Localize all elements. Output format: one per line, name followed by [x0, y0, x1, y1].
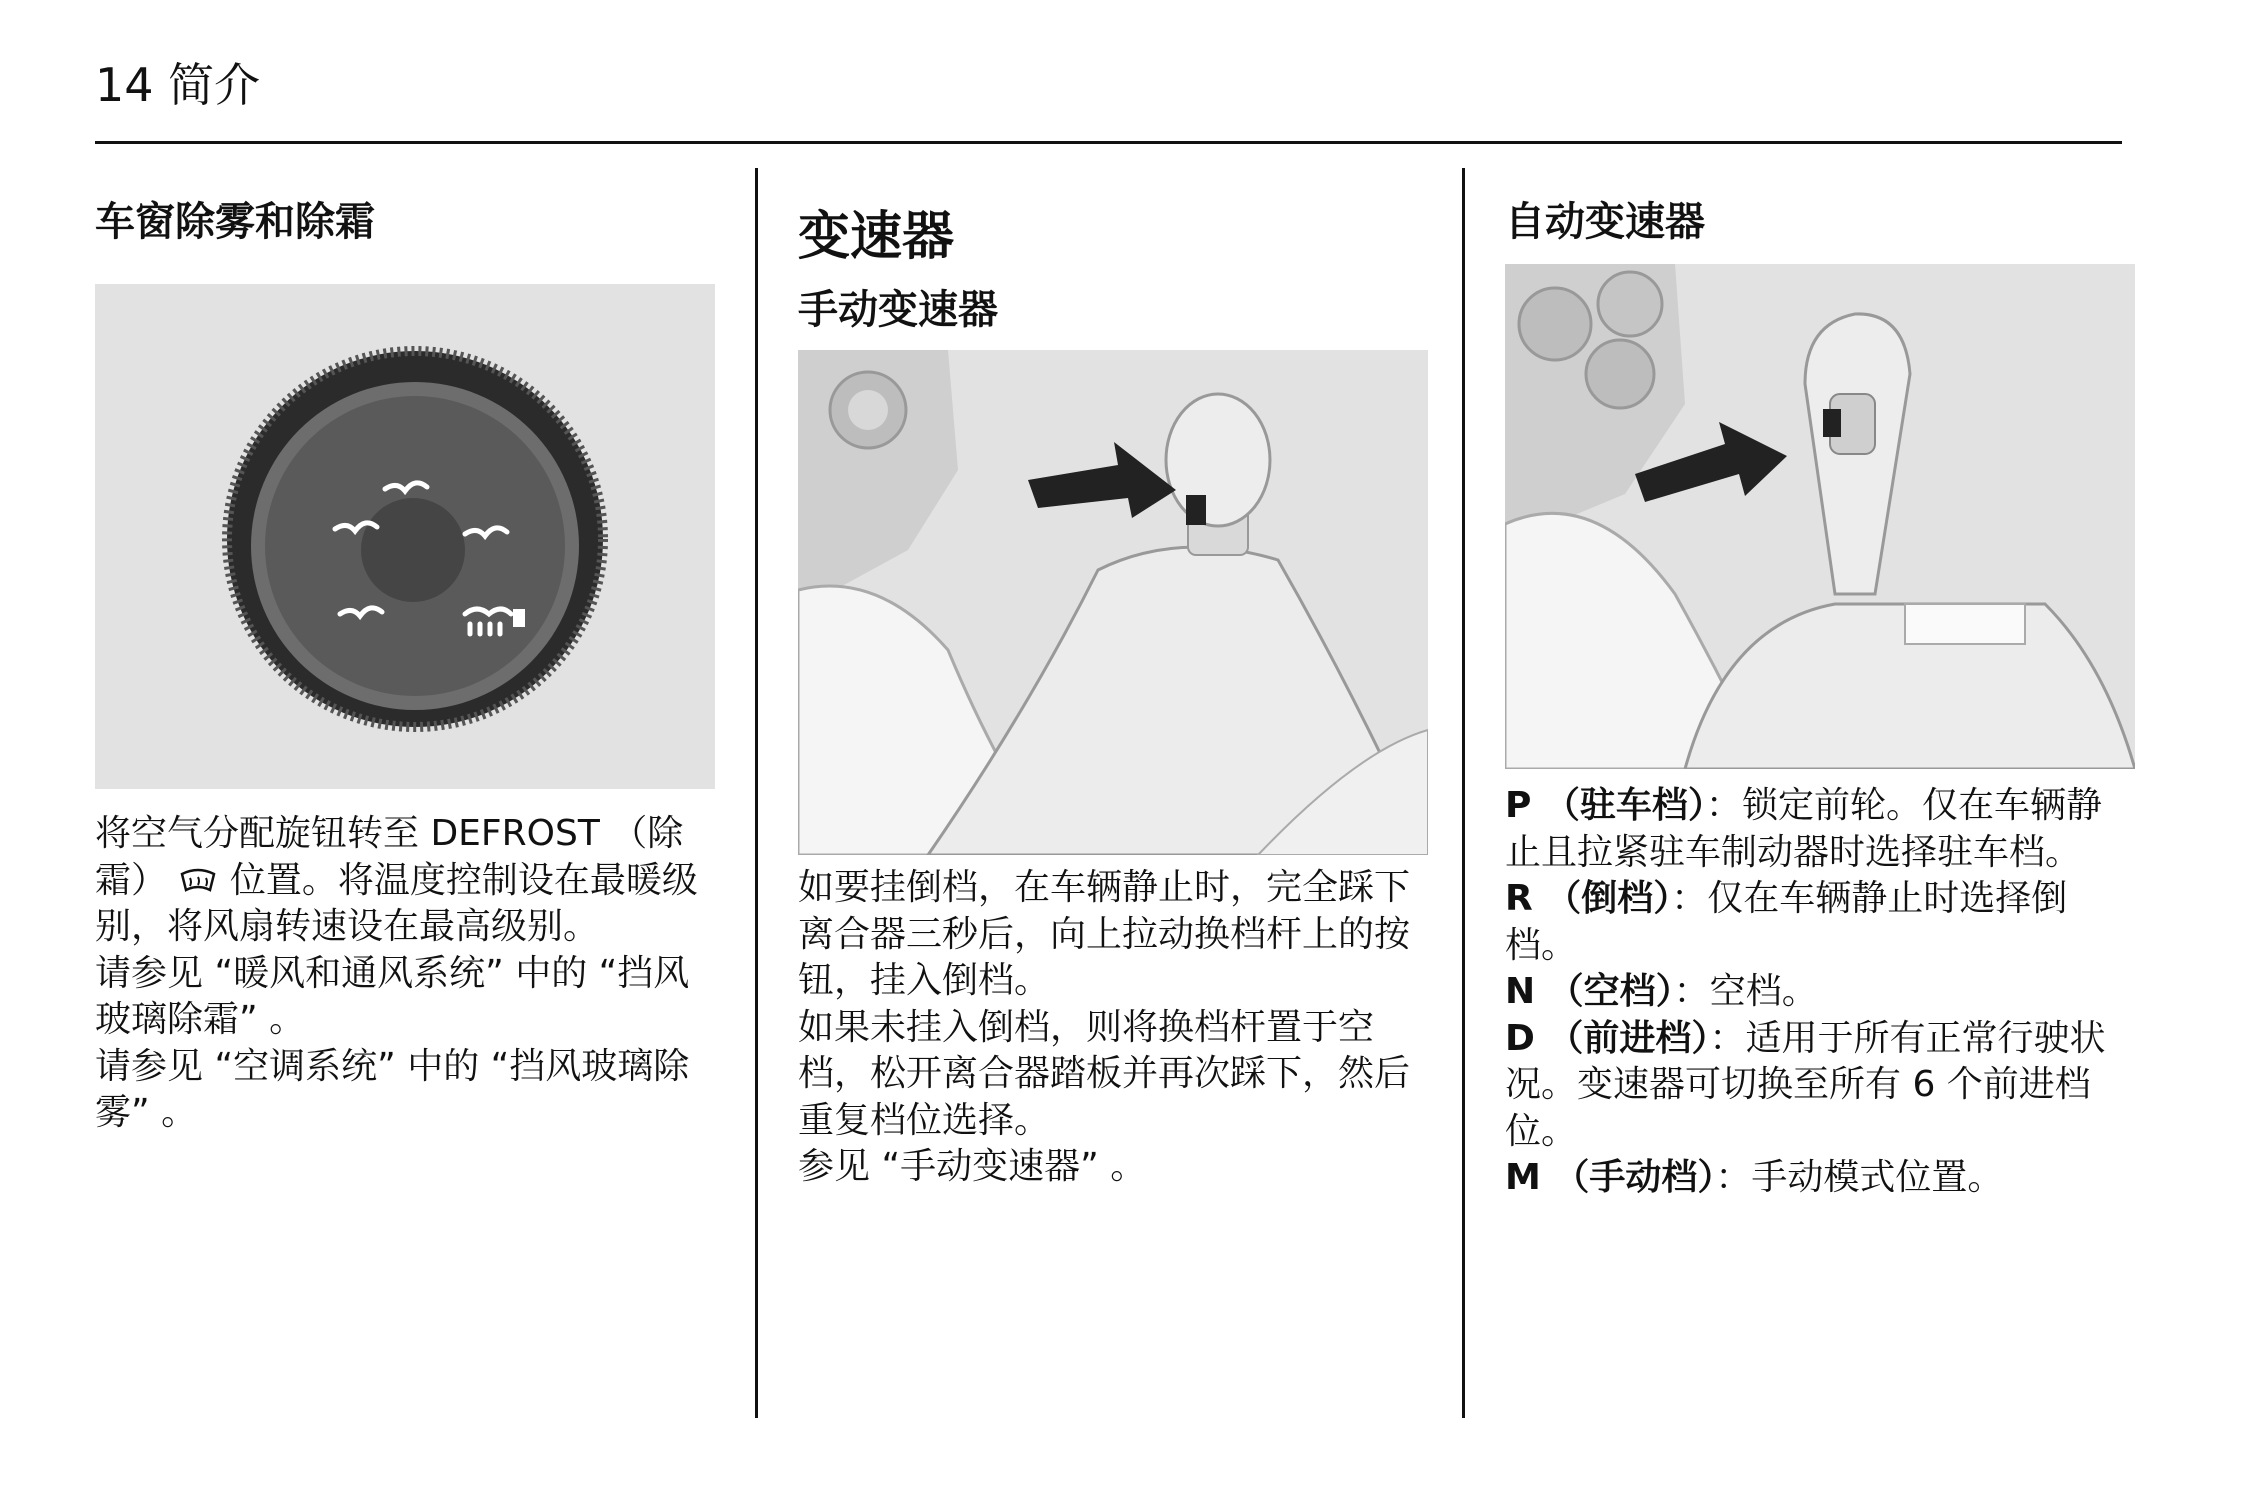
column-divider-2: [1462, 168, 1465, 1418]
defrost-knob-illustration: [95, 284, 715, 789]
column-automatic-transmission: [1505, 168, 2135, 1202]
gear-item-d: D （前进档）：适用于所有正常行驶状况。变速器可切换至所有 6 个前进档位。: [1505, 1017, 2106, 1152]
defrost-para-3: 请参见 “空调系统” 中的 “挡风玻璃除雾” 。: [95, 1045, 690, 1133]
gear-item-m: M （手动档）：手动模式位置。: [1505, 1157, 2004, 1198]
title-transmission: 变速器: [798, 207, 955, 267]
column-defrost: [95, 168, 715, 1137]
manual-shifter-illustration: [798, 350, 1428, 855]
gear-item-p: P （驻车档）：锁定前轮。仅在车辆静止且拉紧驻车制动器时选择驻车档。: [1505, 785, 2102, 873]
manual-para-2: 如果未挂入倒档，则将换档杆置于空档，松开离合器踏板并再次踩下，然后重复档位选择。: [798, 1006, 1411, 1141]
manual-para-3: 参见 “手动变速器” 。: [798, 1146, 1147, 1188]
manual-para-1: 如要挂倒档，在车辆静止时，完全踩下离合器三秒后，向上拉动换档杆上的按钮，挂入倒档。: [798, 867, 1411, 1002]
gear-item-n: N （空档）：空档。: [1505, 971, 1818, 1012]
gear-item-r: R （倒档）：仅在车辆静止时选择倒档。: [1505, 878, 2068, 966]
defrost-text: [95, 811, 715, 1137]
automatic-shifter-illustration: [1505, 264, 2135, 769]
column-divider-1: [755, 168, 758, 1418]
windshield-defrost-icon: [178, 862, 218, 892]
defrost-para-2: 请参见 “暖风和通风系统” 中的 “挡风玻璃除霜” 。: [95, 952, 690, 1040]
automatic-transmission-text: [1505, 783, 2135, 1202]
heading-defrost: 车窗除雾和除霜: [95, 199, 375, 245]
section-title: 简介: [168, 58, 261, 112]
heading-manual-transmission: 手动变速器: [798, 287, 998, 334]
column-manual-transmission: [798, 168, 1428, 1191]
page-number: 14: [95, 58, 154, 112]
manual-transmission-text: [798, 865, 1428, 1191]
header-divider: [95, 141, 2122, 144]
page-header: [95, 58, 261, 112]
defrost-para-1: 将空气分配旋钮转至 DEFROST （除霜） 位置。将温度控制设在最暖级别，将风扇转速设在最高级别。: [95, 813, 698, 947]
heading-automatic-transmission: 自动变速器: [1505, 199, 1705, 245]
